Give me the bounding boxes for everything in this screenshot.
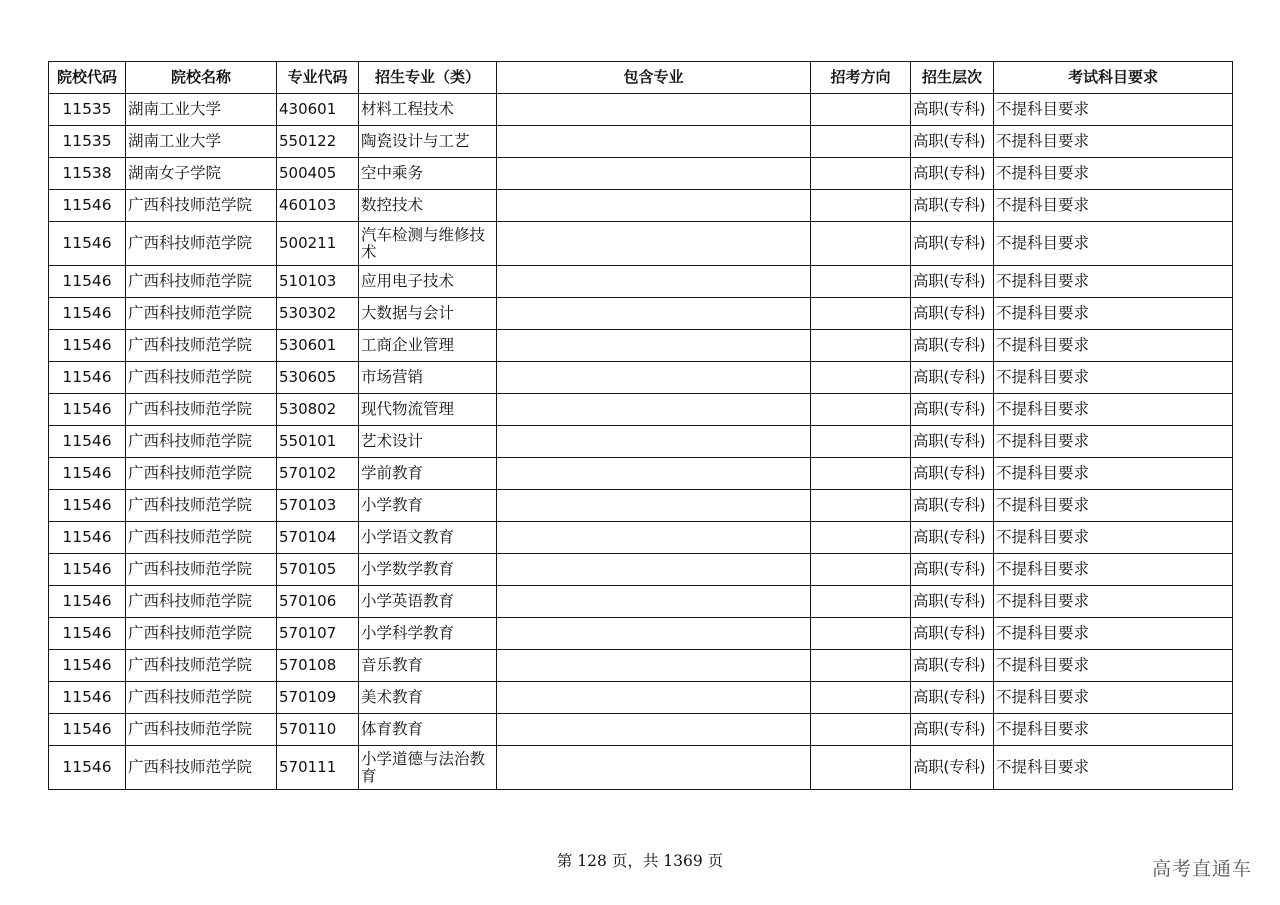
major-cell: 空中乘务 [359,158,497,190]
direction-cell [811,330,911,362]
school-name-cell: 广西科技师范学院 [126,222,277,266]
header-school-code: 院校代码 [49,62,126,94]
school-name-cell: 广西科技师范学院 [126,650,277,682]
level-cell: 高职(专科) [911,330,994,362]
direction-cell [811,94,911,126]
direction-cell [811,586,911,618]
table-row [49,126,1233,158]
direction-cell [811,458,911,490]
included-majors-cell [497,714,811,746]
included-majors-cell [497,126,811,158]
direction-cell [811,522,911,554]
level-cell: 高职(专科) [911,650,994,682]
requirement-cell: 不提科目要求 [994,490,1233,522]
admission-table [48,61,1233,790]
major-code-cell: 530601 [277,330,359,362]
school-code-cell: 11546 [49,394,126,426]
major-code-cell: 530605 [277,362,359,394]
major-cell: 美术教育 [359,682,497,714]
level-cell: 高职(专科) [911,126,994,158]
major-code-cell: 570110 [277,714,359,746]
school-name-cell: 广西科技师范学院 [126,682,277,714]
table-row [49,394,1233,426]
level-cell: 高职(专科) [911,522,994,554]
table-row [49,298,1233,330]
table-row [49,586,1233,618]
included-majors-cell [497,266,811,298]
requirement-cell: 不提科目要求 [994,586,1233,618]
direction-cell [811,650,911,682]
requirement-cell: 不提科目要求 [994,330,1233,362]
major-code-cell: 510103 [277,266,359,298]
table-row [49,458,1233,490]
school-code-cell: 11546 [49,554,126,586]
school-name-cell: 广西科技师范学院 [126,554,277,586]
requirement-cell: 不提科目要求 [994,682,1233,714]
school-name-cell: 广西科技师范学院 [126,266,277,298]
included-majors-cell [497,618,811,650]
school-code-cell: 11546 [49,222,126,266]
major-cell: 小学道德与法治教育 [359,746,497,790]
level-cell: 高职(专科) [911,190,994,222]
school-code-cell: 11538 [49,158,126,190]
major-cell: 学前教育 [359,458,497,490]
requirement-cell: 不提科目要求 [994,458,1233,490]
school-code-cell: 11546 [49,362,126,394]
watermark: 高考直通车 [1151,858,1252,880]
direction-cell [811,394,911,426]
level-cell: 高职(专科) [911,458,994,490]
school-code-cell: 11546 [49,458,126,490]
major-code-cell: 530302 [277,298,359,330]
table-body [49,94,1233,790]
major-code-cell: 570108 [277,650,359,682]
included-majors-cell [497,458,811,490]
major-cell: 数控技术 [359,190,497,222]
school-code-cell: 11546 [49,266,126,298]
included-majors-cell [497,746,811,790]
header-level: 招生层次 [911,62,994,94]
direction-cell [811,714,911,746]
header-row [49,62,1233,94]
school-name-cell: 湖南工业大学 [126,126,277,158]
requirement-cell: 不提科目要求 [994,650,1233,682]
requirement-cell: 不提科目要求 [994,126,1233,158]
table-row [49,714,1233,746]
included-majors-cell [497,426,811,458]
table-row [49,650,1233,682]
included-majors-cell [497,330,811,362]
header-direction: 招考方向 [811,62,911,94]
header-major: 招生专业（类） [359,62,497,94]
school-code-cell: 11546 [49,426,126,458]
school-name-cell: 广西科技师范学院 [126,618,277,650]
header-included-majors: 包含专业 [497,62,811,94]
school-code-cell: 11535 [49,126,126,158]
school-code-cell: 11546 [49,330,126,362]
major-cell: 现代物流管理 [359,394,497,426]
level-cell: 高职(专科) [911,554,994,586]
included-majors-cell [497,190,811,222]
major-cell: 小学教育 [359,490,497,522]
table-row [49,362,1233,394]
major-cell: 材料工程技术 [359,94,497,126]
included-majors-cell [497,222,811,266]
direction-cell [811,490,911,522]
school-code-cell: 11546 [49,586,126,618]
school-name-cell: 广西科技师范学院 [126,394,277,426]
level-cell: 高职(专科) [911,618,994,650]
major-cell: 应用电子技术 [359,266,497,298]
school-name-cell: 广西科技师范学院 [126,746,277,790]
school-name-cell: 广西科技师范学院 [126,458,277,490]
major-cell: 小学科学教育 [359,618,497,650]
table-row [49,94,1233,126]
header-requirement: 考试科目要求 [994,62,1233,94]
direction-cell [811,618,911,650]
major-code-cell: 570107 [277,618,359,650]
major-code-cell: 570104 [277,522,359,554]
school-code-cell: 11546 [49,618,126,650]
school-code-cell: 11546 [49,522,126,554]
direction-cell [811,554,911,586]
requirement-cell: 不提科目要求 [994,522,1233,554]
school-code-cell: 11546 [49,650,126,682]
header-major-code: 专业代码 [277,62,359,94]
school-code-cell: 11535 [49,94,126,126]
table-row [49,618,1233,650]
direction-cell [811,362,911,394]
major-cell: 市场营销 [359,362,497,394]
major-cell: 音乐教育 [359,650,497,682]
school-name-cell: 广西科技师范学院 [126,586,277,618]
requirement-cell: 不提科目要求 [994,190,1233,222]
major-code-cell: 570103 [277,490,359,522]
included-majors-cell [497,94,811,126]
level-cell: 高职(专科) [911,158,994,190]
table-row [49,426,1233,458]
table-row [49,330,1233,362]
major-code-cell: 430601 [277,94,359,126]
major-cell: 汽车检测与维修技术 [359,222,497,266]
school-name-cell: 广西科技师范学院 [126,298,277,330]
major-code-cell: 500405 [277,158,359,190]
included-majors-cell [497,298,811,330]
school-name-cell: 湖南女子学院 [126,158,277,190]
header-school-name: 院校名称 [126,62,277,94]
table-row [49,522,1233,554]
page-number: 第 128 页，共 1369 页 [556,852,724,870]
major-cell: 体育教育 [359,714,497,746]
direction-cell [811,266,911,298]
direction-cell [811,426,911,458]
included-majors-cell [497,554,811,586]
table-row [49,222,1233,266]
level-cell: 高职(专科) [911,586,994,618]
requirement-cell: 不提科目要求 [994,554,1233,586]
school-name-cell: 湖南工业大学 [126,94,277,126]
major-code-cell: 460103 [277,190,359,222]
included-majors-cell [497,650,811,682]
major-code-cell: 530802 [277,394,359,426]
included-majors-cell [497,586,811,618]
included-majors-cell [497,362,811,394]
level-cell: 高职(专科) [911,222,994,266]
table-row [49,158,1233,190]
major-cell: 小学英语教育 [359,586,497,618]
school-name-cell: 广西科技师范学院 [126,190,277,222]
major-code-cell: 550122 [277,126,359,158]
school-code-cell: 11546 [49,714,126,746]
included-majors-cell [497,158,811,190]
requirement-cell: 不提科目要求 [994,714,1233,746]
level-cell: 高职(专科) [911,426,994,458]
major-cell: 大数据与会计 [359,298,497,330]
school-code-cell: 11546 [49,190,126,222]
school-code-cell: 11546 [49,298,126,330]
direction-cell [811,190,911,222]
included-majors-cell [497,490,811,522]
level-cell: 高职(专科) [911,682,994,714]
table-row [49,266,1233,298]
direction-cell [811,158,911,190]
school-name-cell: 广西科技师范学院 [126,330,277,362]
requirement-cell: 不提科目要求 [994,362,1233,394]
table-row [49,190,1233,222]
school-name-cell: 广西科技师范学院 [126,714,277,746]
table-row [49,682,1233,714]
school-name-cell: 广西科技师范学院 [126,490,277,522]
school-name-cell: 广西科技师范学院 [126,362,277,394]
requirement-cell: 不提科目要求 [994,266,1233,298]
level-cell: 高职(专科) [911,394,994,426]
major-code-cell: 570106 [277,586,359,618]
table-row [49,746,1233,790]
major-code-cell: 500211 [277,222,359,266]
requirement-cell: 不提科目要求 [994,298,1233,330]
major-cell: 艺术设计 [359,426,497,458]
level-cell: 高职(专科) [911,362,994,394]
direction-cell [811,126,911,158]
requirement-cell: 不提科目要求 [994,94,1233,126]
requirement-cell: 不提科目要求 [994,222,1233,266]
major-cell: 小学语文教育 [359,522,497,554]
school-name-cell: 广西科技师范学院 [126,426,277,458]
requirement-cell: 不提科目要求 [994,394,1233,426]
direction-cell [811,682,911,714]
major-code-cell: 570102 [277,458,359,490]
requirement-cell: 不提科目要求 [994,426,1233,458]
level-cell: 高职(专科) [911,298,994,330]
table-row [49,554,1233,586]
level-cell: 高职(专科) [911,94,994,126]
major-code-cell: 570105 [277,554,359,586]
direction-cell [811,298,911,330]
school-code-cell: 11546 [49,682,126,714]
school-code-cell: 11546 [49,746,126,790]
major-code-cell: 550101 [277,426,359,458]
requirement-cell: 不提科目要求 [994,158,1233,190]
requirement-cell: 不提科目要求 [994,618,1233,650]
school-name-cell: 广西科技师范学院 [126,522,277,554]
major-cell: 小学数学教育 [359,554,497,586]
major-code-cell: 570111 [277,746,359,790]
level-cell: 高职(专科) [911,490,994,522]
direction-cell [811,222,911,266]
included-majors-cell [497,522,811,554]
major-code-cell: 570109 [277,682,359,714]
major-cell: 陶瓷设计与工艺 [359,126,497,158]
table-row [49,490,1233,522]
level-cell: 高职(专科) [911,714,994,746]
included-majors-cell [497,682,811,714]
level-cell: 高职(专科) [911,746,994,790]
school-code-cell: 11546 [49,490,126,522]
requirement-cell: 不提科目要求 [994,746,1233,790]
included-majors-cell [497,394,811,426]
major-cell: 工商企业管理 [359,330,497,362]
direction-cell [811,746,911,790]
level-cell: 高职(专科) [911,266,994,298]
